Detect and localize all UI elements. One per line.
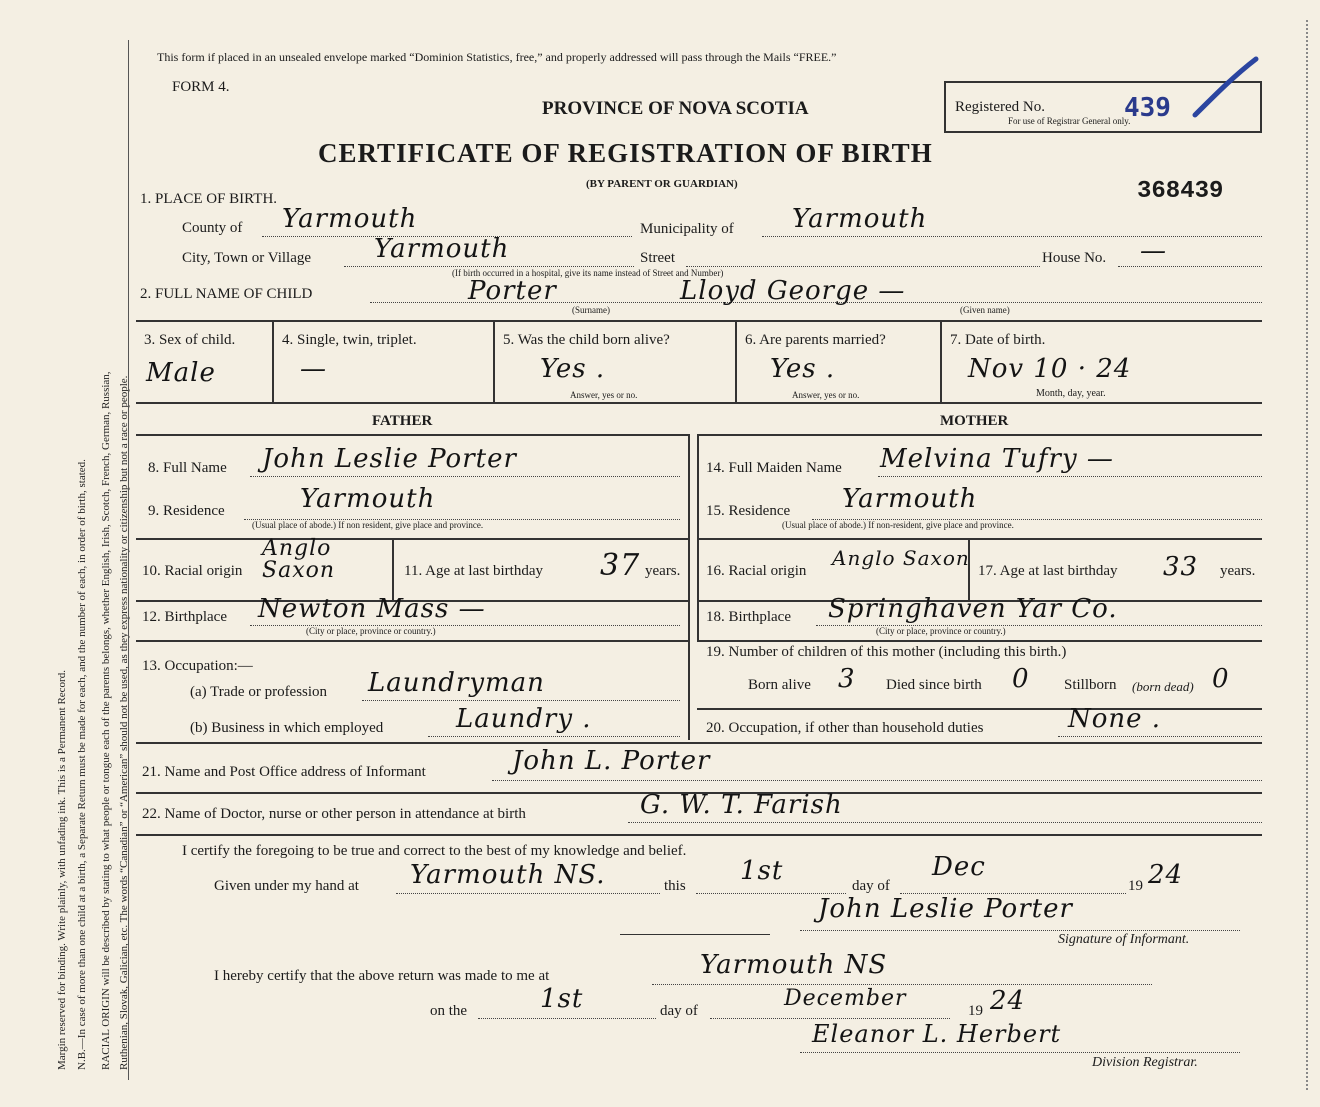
- informant-signature: John Leslie Porter: [818, 894, 1073, 924]
- business-label: (b) Business in which employed: [190, 720, 384, 736]
- child-given-name: Lloyd George —: [680, 276, 906, 306]
- alive-note: Answer, yes or no.: [570, 390, 638, 400]
- dob-note: Month, day, year.: [1036, 388, 1106, 399]
- trade-value: Laundryman: [368, 668, 545, 698]
- given-month: Dec: [932, 852, 986, 882]
- registrar-month: December: [784, 986, 907, 1011]
- alive-label: 5. Was the child born alive?: [503, 332, 670, 348]
- house-label: House No.: [1042, 250, 1107, 266]
- registrar-day: 1st: [540, 984, 584, 1014]
- born-alive-value: 3: [838, 664, 856, 694]
- on-the-label: on the: [430, 1003, 468, 1019]
- mother-residence: Yarmouth: [842, 484, 978, 514]
- father-race: Anglo Saxon: [262, 536, 336, 583]
- reg-dayof-label: day of: [660, 1003, 698, 1019]
- married-value: Yes .: [770, 354, 836, 384]
- born-alive-label: Born alive: [748, 677, 811, 693]
- sex-value: Male: [146, 358, 216, 388]
- mother-birthplace: Springhaven Yar Co.: [828, 594, 1118, 624]
- father-years: years.: [645, 563, 681, 579]
- alive-value: Yes .: [540, 354, 606, 384]
- mother-age: 33: [1163, 552, 1199, 582]
- father-bp-label: 12. Birthplace: [142, 609, 227, 625]
- subtitle: (BY PARENT OR GUARDIAN): [586, 178, 738, 190]
- province-title: PROVINCE OF NOVA SCOTIA: [542, 98, 809, 119]
- mother-bp-note: (City or place, province or country.): [876, 626, 1006, 636]
- top-notice: This form if placed in an unsealed envelope marked “Dominion Statistics, free,” and properly addressed will pass through the Mails “FREE.”: [157, 50, 837, 64]
- single-value: —: [300, 354, 327, 384]
- county-value: Yarmouth: [282, 204, 418, 234]
- pen-stroke-mark: [1190, 55, 1260, 120]
- mother-heading: MOTHER: [940, 413, 1009, 429]
- street-label: Street: [640, 250, 675, 266]
- stillborn-note: (born dead): [1132, 679, 1194, 694]
- municipality-value: Yarmouth: [792, 204, 928, 234]
- doctor-label: 22. Name of Doctor, nurse or other person in attendance at birth: [142, 806, 526, 822]
- given-year: 24: [1148, 860, 1184, 890]
- street-note: (If birth occurred in a hospital, give its name instead of Street and Number): [452, 268, 724, 278]
- mother-race-label: 16. Racial origin: [706, 563, 807, 579]
- informant-label: 21. Name and Post Office address of Informant: [142, 764, 426, 780]
- stillborn-value: 0: [1212, 664, 1230, 694]
- father-heading: FATHER: [372, 413, 433, 429]
- mother-res-label: 15. Residence: [706, 503, 791, 519]
- registrar-line: I hereby certify that the above return was made to me at: [214, 968, 550, 984]
- given-day: 1st: [740, 856, 784, 886]
- married-label: 6. Are parents married?: [745, 332, 886, 348]
- single-label: 4. Single, twin, triplet.: [282, 332, 417, 348]
- house-value: —: [1140, 236, 1167, 266]
- informant-value: John L. Porter: [512, 746, 711, 776]
- nb-note: N.B.—In case of more than one child at a birth, a Separate Return must be made for each, and the number of each, in order of birth, stated.: [76, 459, 88, 1070]
- father-res-note: (Usual place of abode.) If non resident, give place and province.: [252, 520, 484, 530]
- mother-bp-label: 18. Birthplace: [706, 609, 791, 625]
- given-year-prefix: 19: [1128, 878, 1143, 894]
- right-edge-perforation: [1306, 20, 1308, 1090]
- occupation-label: 13. Occupation:—: [142, 658, 253, 674]
- dob-label: 7. Date of birth.: [950, 332, 1046, 348]
- racial-note-2: Ruthenian, Slovak, Galician, etc. The words “Canadian” or “American” should not be used, as they express nationality or citizenship but not a race or people.: [118, 375, 130, 1070]
- mother-occupation: None .: [1068, 704, 1162, 734]
- given-name-note: (Given name): [960, 305, 1010, 315]
- place-heading: 1. PLACE OF BIRTH.: [140, 191, 278, 207]
- father-age: 37: [600, 548, 641, 583]
- mother-name: Melvina Tufry —: [880, 444, 1114, 474]
- form-number: FORM 4.: [172, 79, 230, 95]
- children-label: 19. Number of children of this mother (including this birth.): [706, 644, 1067, 660]
- county-label: County of: [182, 220, 243, 236]
- mother-age-label: 17. Age at last birthday: [978, 563, 1118, 579]
- registered-note: For use of Registrar General only.: [1008, 116, 1131, 126]
- father-name: John Leslie Porter: [262, 444, 517, 474]
- binding-line: [128, 40, 129, 1080]
- informant-signature-label: Signature of Informant.: [1058, 932, 1190, 947]
- father-birthplace: Newton Mass —: [258, 594, 486, 624]
- page-title: CERTIFICATE OF REGISTRATION OF BIRTH: [318, 138, 933, 168]
- given-label: Given under my hand at: [214, 878, 359, 894]
- given-place: Yarmouth NS.: [410, 860, 606, 890]
- father-residence: Yarmouth: [300, 484, 436, 514]
- died-value: 0: [1012, 664, 1030, 694]
- registrar-label: Division Registrar.: [1092, 1055, 1198, 1070]
- this-label: this: [664, 878, 686, 894]
- registrar-year: 24: [990, 986, 1026, 1016]
- mother-race: Anglo Saxon: [832, 546, 970, 570]
- dob-value: Nov 10 · 24: [968, 354, 1132, 384]
- registrar-signature: Eleanor L. Herbert: [812, 1020, 1062, 1048]
- father-race-label: 10. Racial origin: [142, 563, 243, 579]
- reg-year-prefix: 19: [968, 1003, 983, 1019]
- mother-name-label: 14. Full Maiden Name: [706, 460, 842, 476]
- city-label: City, Town or Village: [182, 250, 312, 266]
- died-label: Died since birth: [886, 677, 982, 693]
- municipality-label: Municipality of: [640, 221, 734, 237]
- registered-label: Registered No.: [955, 99, 1045, 115]
- father-bp-note: (City or place, province or country.): [306, 626, 436, 636]
- father-name-label: 8. Full Name: [148, 460, 227, 476]
- certify-line: I certify the foregoing to be true and correct to the best of my knowledge and belief.: [182, 843, 687, 859]
- racial-note-1: RACIAL ORIGIN will be described by stating to what people or tongue each of the parents belongs, whether English, Irish, Scotch, French, German, Russian,: [100, 371, 112, 1070]
- certificate-number: 368439: [1137, 178, 1224, 205]
- mother-occupation-label: 20. Occupation, if other than household duties: [706, 720, 984, 736]
- city-value: Yarmouth: [374, 234, 510, 264]
- married-note: Answer, yes or no.: [792, 390, 860, 400]
- child-surname: Porter: [468, 276, 557, 306]
- doctor-value: G. W. T. Farish: [640, 790, 843, 820]
- mother-years: years.: [1220, 563, 1256, 579]
- margin-note: Margin reserved for binding. Write plainly, with unfading ink. This is a Permanent Record.: [56, 670, 68, 1070]
- stillborn-label: Stillborn: [1064, 677, 1117, 693]
- father-age-label: 11. Age at last birthday: [404, 563, 543, 579]
- surname-note: (Surname): [572, 305, 610, 315]
- sex-label: 3. Sex of child.: [144, 332, 236, 348]
- registered-number: 439: [1124, 93, 1171, 123]
- father-res-label: 9. Residence: [148, 503, 225, 519]
- registrar-place: Yarmouth NS: [700, 950, 888, 980]
- business-value: Laundry .: [456, 704, 592, 734]
- child-name-label: 2. FULL NAME OF CHILD: [140, 286, 313, 302]
- dayof-label: day of: [852, 878, 890, 894]
- mother-res-note: (Usual place of abode.) If non-resident, give place and province.: [782, 520, 1014, 530]
- trade-label: (a) Trade or profession: [190, 684, 328, 700]
